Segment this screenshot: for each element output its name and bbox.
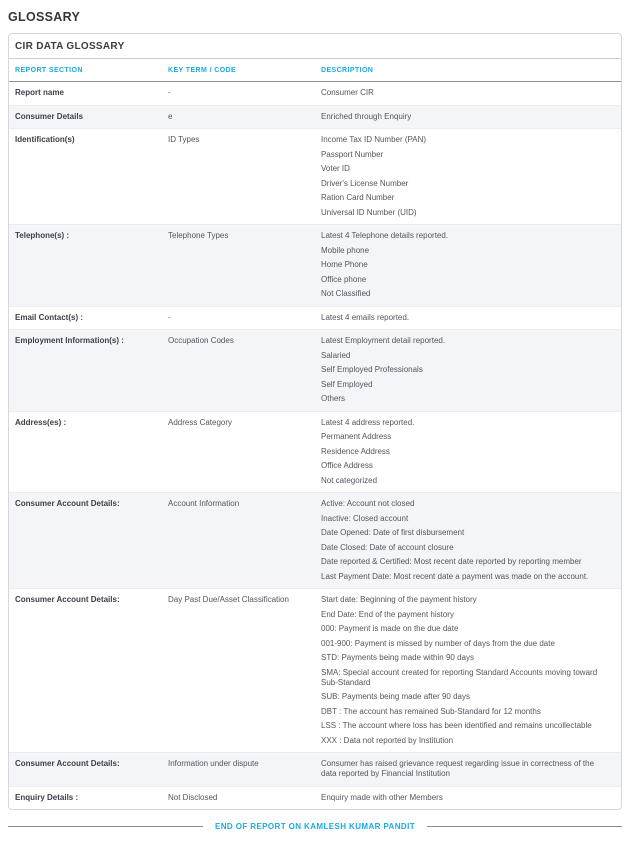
description-line: Permanent Address <box>321 432 392 441</box>
table-row <box>9 82 621 106</box>
description-line: End Date: End of the payment history <box>321 609 454 619</box>
table-body <box>9 82 621 809</box>
description-line: Voter ID <box>321 164 350 173</box>
report-section-cell: Enquiry Details : <box>15 792 79 802</box>
description-cell <box>321 106 615 129</box>
report-section-cell: Consumer Account Details: <box>15 759 120 768</box>
description-cell <box>321 129 615 224</box>
table-row <box>9 330 621 412</box>
table-row <box>9 412 621 494</box>
description-line: XXX : Data not reported by Institution <box>321 735 454 745</box>
description-line: Active: Account not closed <box>321 499 415 508</box>
key-term-cell: Account Information <box>168 499 240 508</box>
description-line: Enriched through Enquiry <box>321 111 412 121</box>
key-term-cell: - <box>168 312 171 322</box>
report-section-cell: Email Contact(s) : <box>15 312 84 322</box>
report-section-cell: Address(es) : <box>15 417 67 427</box>
end-of-report-footer <box>8 822 622 831</box>
table-row <box>9 787 621 810</box>
description-cell <box>321 589 615 752</box>
description-line: Enquiry made with other Members <box>321 792 443 802</box>
column-header-report-section: REPORT SECTION <box>15 67 83 74</box>
description-line: 001-900: Payment is missed by number of days from the due date <box>321 638 555 648</box>
description-line: Ration Card Number <box>321 193 395 202</box>
table-header-row <box>9 59 621 82</box>
description-line: Residence Address <box>321 446 390 456</box>
key-term-cell: Day Past Due/Asset Classification <box>168 595 289 604</box>
description-line: Driver's License Number <box>321 178 409 188</box>
report-section-cell: Consumer Account Details: <box>15 595 120 604</box>
report-section-cell: Consumer Details <box>15 111 84 121</box>
description-line: SMA: Special account created for reporting Standard Accounts moving toward Sub-Standard <box>321 667 598 687</box>
description-line: Not Classified <box>321 289 371 298</box>
description-line: Date Opened: Date of first disbursement <box>321 528 465 537</box>
footer-rule-right <box>427 826 622 827</box>
key-term-cell: Occupation Codes <box>168 336 234 345</box>
table-row <box>9 589 621 753</box>
report-section-cell: Telephone(s) : <box>15 231 70 240</box>
description-cell <box>321 330 615 411</box>
description-line: Latest 4 emails reported. <box>321 312 410 322</box>
description-line: Latest Employment detail reported. <box>321 336 446 345</box>
end-of-report-text: END OF REPORT ON KAMLESH KUMAR PANDIT <box>215 822 415 831</box>
description-line: Consumer has raised grievance request regarding issue in correctness of the data reported by Financial Institution <box>321 759 595 778</box>
description-line: Start date: Beginning of the payment history <box>321 595 477 604</box>
description-line: Last Payment Date: Most recent date a payment was made on the account. <box>321 571 589 581</box>
description-line: Home Phone <box>321 260 368 269</box>
report-section-cell: Employment Information(s) : <box>15 336 124 345</box>
report-section-cell: Report name <box>15 88 64 97</box>
table-row <box>9 753 621 787</box>
description-line: Date Closed: Date of account closure <box>321 542 454 552</box>
description-line: LSS : The account where loss has been identified and remains uncollectable <box>321 721 592 730</box>
key-term-cell: Telephone Types <box>168 231 229 240</box>
description-cell <box>321 225 615 306</box>
table-row <box>9 225 621 307</box>
description-line: 000: Payment is made on the due date <box>321 624 459 633</box>
description-line: Latest 4 address reported. <box>321 417 415 427</box>
description-line: Date reported & Certified: Most recent date reported by reporting member <box>321 557 582 566</box>
description-cell <box>321 412 615 493</box>
description-cell <box>321 82 615 105</box>
column-header-description: DESCRIPTION <box>321 67 374 74</box>
description-line: Others <box>321 394 346 403</box>
description-line: Office phone <box>321 274 367 284</box>
report-section-cell: Identification(s) <box>15 135 75 144</box>
description-cell <box>321 787 615 810</box>
description-line: Latest 4 Telephone details reported. <box>321 231 449 240</box>
table-row <box>9 129 621 225</box>
report-section-cell: Consumer Account Details: <box>15 499 120 508</box>
table-title: CIR DATA GLOSSARY <box>9 34 621 59</box>
description-line: Consumer CIR <box>321 88 374 97</box>
table-row <box>9 106 621 130</box>
description-line: STD: Payments being made within 90 days <box>321 653 474 662</box>
description-line: Universal ID Number (UID) <box>321 207 417 217</box>
footer-rule-left <box>8 826 203 827</box>
table-row <box>9 493 621 589</box>
key-term-cell: Not Disclosed <box>168 792 218 802</box>
description-line: Office Address <box>321 461 373 470</box>
description-line: Self Employed Professionals <box>321 365 423 374</box>
description-line: Not categorized <box>321 475 378 485</box>
description-cell <box>321 753 615 786</box>
description-line: Passport Number <box>321 149 384 159</box>
description-line: Inactive: Closed account <box>321 513 409 523</box>
column-header-key-term-code: KEY TERM / CODE <box>168 67 237 74</box>
key-term-cell: Information under dispute <box>168 759 259 768</box>
description-line: Salaried <box>321 350 351 360</box>
description-line: Income Tax ID Number (PAN) <box>321 135 427 144</box>
key-term-cell: ID Types <box>168 135 200 144</box>
key-term-cell: Address Category <box>168 417 233 427</box>
key-term-cell: e <box>168 111 173 121</box>
key-term-cell: - <box>168 88 171 97</box>
description-line: Mobile phone <box>321 245 370 255</box>
description-line: DBT : The account has remained Sub-Standard for 12 months <box>321 706 541 716</box>
description-line: Self Employed <box>321 379 373 389</box>
description-cell <box>321 307 615 330</box>
page-title: GLOSSARY <box>8 10 81 24</box>
description-line: SUB: Payments being made after 90 days <box>321 692 470 701</box>
cir-data-glossary-table <box>8 33 622 810</box>
table-row <box>9 307 621 331</box>
description-cell <box>321 493 615 588</box>
